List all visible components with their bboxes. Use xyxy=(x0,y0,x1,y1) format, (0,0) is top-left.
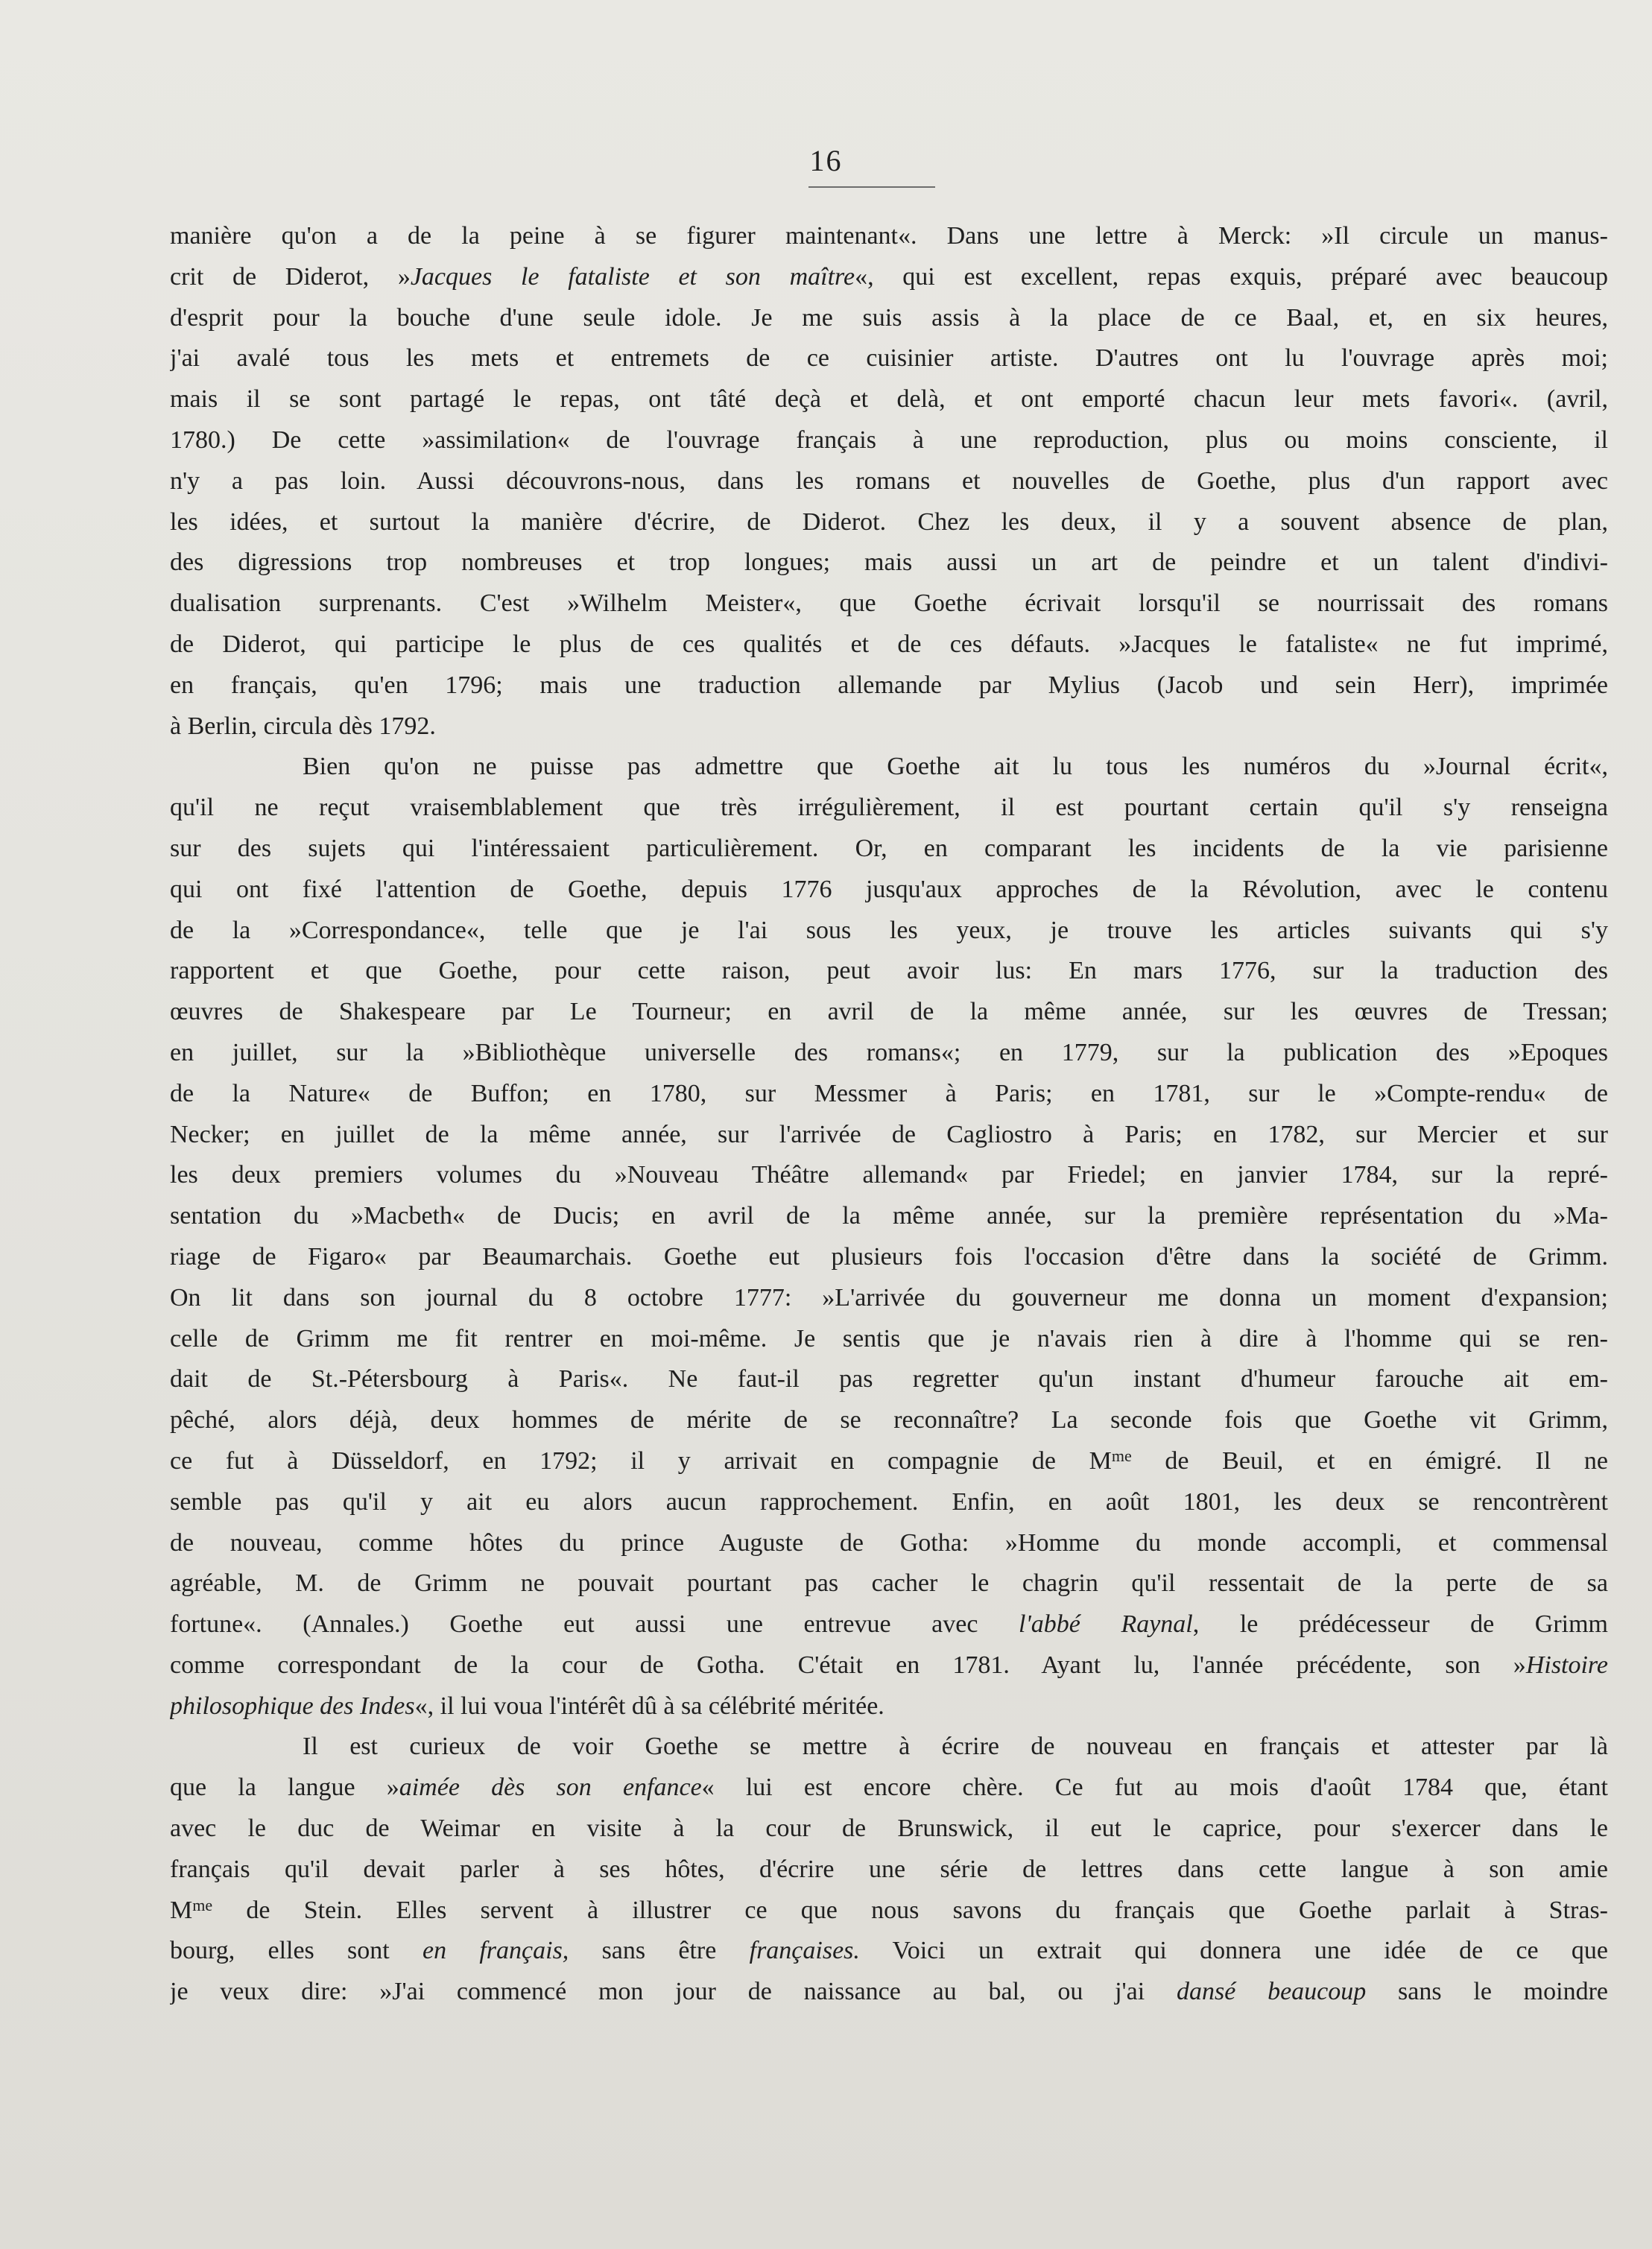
text-line xyxy=(170,543,1608,583)
text-segment: n'y a pas loin. Aussi découvrons-nous, dans les romans et nouvelles de Goethe, plus d'un rapport avec xyxy=(170,466,1608,495)
text-line xyxy=(170,870,1608,911)
text-segment: M xyxy=(170,1896,193,1924)
text-segment: «, qui est excellent, repas exquis, préparé avec beaucoup xyxy=(855,262,1608,291)
text-segment: «, il lui voua l'intérêt dû à sa célébrité méritée. xyxy=(414,1692,884,1720)
italic-text: Jacques le fataliste et son maître xyxy=(410,262,855,291)
text-segment: 1780.) De cette »assimilation« de l'ouvrage français à une reproduction, plus ou moins consciente, il xyxy=(170,426,1608,454)
text-line xyxy=(170,298,1608,339)
text-line xyxy=(170,665,1608,706)
text-segment: sans être xyxy=(569,1937,750,1965)
italic-text: en français, xyxy=(423,1937,569,1965)
italic-text: philosophique des Indes xyxy=(170,1692,415,1720)
text-line xyxy=(170,257,1608,298)
text-segment: « lui est encore chère. Ce fut au mois d'août 1784 que, étant xyxy=(701,1774,1608,1802)
text-line xyxy=(170,1809,1608,1850)
text-segment: dualisation surprenants. C'est »Wilhelm Meister«, que Goethe écrivait lorsqu'il se nourrissait des romans xyxy=(170,589,1608,618)
text-line xyxy=(170,992,1608,1033)
superscript-text: me xyxy=(1111,1446,1132,1465)
italic-text: l'abbé Raynal xyxy=(1019,1610,1193,1639)
text-line xyxy=(170,1482,1608,1523)
text-segment: les idées, et surtout la manière d'écrire, de Diderot. Chez les deux, il y a souvent absence de plan, xyxy=(170,507,1608,536)
text-segment: de nouveau, comme hôtes du prince Auguste de Gotha: »Homme du monde accompli, et commensal xyxy=(170,1528,1608,1557)
text-segment: œuvres de Shakespeare par Le Tourneur; en avril de la même année, sur les œuvres de Tressan; xyxy=(170,998,1608,1026)
text-line xyxy=(170,1563,1608,1604)
text-line xyxy=(170,1727,1608,1768)
text-segment: , le prédécesseur de Grimm xyxy=(1192,1610,1608,1639)
text-segment: rapportent et que Goethe, pour cette raison, peut avoir lus: En mars 1776, sur la traduction des xyxy=(170,957,1608,985)
text-segment: crit de Diderot, » xyxy=(170,262,411,291)
text-segment: de Diderot, qui participe le plus de ces qualités et de ces défauts. »Jacques le fataliste« ne fut imprimé, xyxy=(170,630,1608,658)
text-segment: dait de St.-Pétersbourg à Paris«. Ne faut-il pas regretter qu'un instant d'humeur farouche ait em- xyxy=(170,1365,1608,1394)
text-segment: fortune«. (Annales.) Goethe eut aussi une entrevue avec xyxy=(170,1610,1019,1639)
text-line xyxy=(170,502,1608,543)
text-line xyxy=(170,747,1608,788)
text-segment: mais il se sont partagé le repas, ont tâté deçà et delà, et ont emporté chacun leur mets favori«. (avril, xyxy=(170,385,1608,414)
text-segment: agréable, M. de Grimm ne pouvait pourtant pas cacher le chagrin qu'il ressentait de la perte de sa xyxy=(170,1569,1608,1598)
text-segment: Bien qu'on ne puisse pas admettre que Goethe ait lu tous les numéros du »Journal écrit«, xyxy=(303,753,1608,781)
text-segment: d'esprit pour la bouche d'une seule idole. Je me suis assis à la place de ce Baal, et, en six heures, xyxy=(170,303,1608,332)
text-line xyxy=(170,911,1608,952)
text-segment: sur des sujets qui l'intéressaient particulièrement. Or, en comparant les incidents de la vie parisienne xyxy=(170,834,1608,862)
text-segment: pêché, alors déjà, deux hommes de mérite de se reconnaître? La seconde fois que Goethe vit Grimm, xyxy=(170,1406,1608,1435)
text-line xyxy=(170,1278,1608,1319)
text-segment: à Berlin, circula dès 1792. xyxy=(170,712,436,740)
text-segment: Voici un extrait qui donnera une idée de ce que xyxy=(859,1937,1608,1965)
text-line xyxy=(170,1768,1608,1809)
text-segment: les deux premiers volumes du »Nouveau Théâtre allemand« par Friedel; en janvier 1784, sur la repré- xyxy=(170,1161,1608,1189)
text-line xyxy=(170,1319,1608,1360)
text-line xyxy=(170,1196,1608,1237)
text-line xyxy=(170,951,1608,992)
text-line xyxy=(170,583,1608,624)
text-line xyxy=(170,706,1608,747)
text-line xyxy=(170,420,1608,461)
text-line xyxy=(170,624,1608,665)
italic-text: dansé beaucoup xyxy=(1176,1978,1367,2006)
text-segment: sans le moindre xyxy=(1366,1978,1608,2006)
text-segment: de Beuil, et en émigré. Il ne xyxy=(1131,1446,1608,1475)
text-segment: des digressions trop nombreuses et trop longues; mais aussi un art de peindre et un talent d'indivi- xyxy=(170,548,1608,577)
text-segment: qu'il ne reçut vraisemblablement que très irrégulièrement, il est pourtant certain qu'il s'y renseigna xyxy=(170,794,1608,822)
body-text xyxy=(170,216,1608,2013)
text-segment: semble pas qu'il y ait eu alors aucun rapprochement. Enfin, en août 1801, les deux se rencontrèrent xyxy=(170,1487,1608,1516)
text-segment: de Stein. Elles servent à illustrer ce que nous savons du français que Goethe parlait à Stras- xyxy=(212,1896,1608,1924)
text-line xyxy=(170,1155,1608,1196)
text-segment: sentation du »Macbeth« de Ducis; en avril de la même année, sur la première représentation du »Ma- xyxy=(170,1202,1608,1230)
text-line xyxy=(170,1850,1608,1891)
text-line xyxy=(170,1033,1608,1074)
text-line xyxy=(170,1115,1608,1156)
text-line xyxy=(170,1931,1608,1972)
text-segment: je veux dire: »J'ai commencé mon jour de naissance au bal, ou j'ai xyxy=(170,1978,1177,2006)
italic-text: françaises. xyxy=(749,1937,860,1965)
text-segment: On lit dans son journal du 8 octobre 1777: »L'arrivée du gouverneur me donna un moment d'expansion; xyxy=(170,1283,1608,1312)
text-line xyxy=(170,1604,1608,1645)
text-segment: en français, qu'en 1796; mais une traduction allemande par Mylius (Jacob und sein Herr), imprimée xyxy=(170,671,1608,699)
text-line xyxy=(170,1523,1608,1564)
text-segment: de la »Correspondance«, telle que je l'ai sous les yeux, je trouve les articles suivants qui s'y xyxy=(170,916,1608,944)
text-line xyxy=(170,461,1608,502)
text-line xyxy=(170,1645,1608,1686)
text-segment: comme correspondant de la cour de Gotha. C'était en 1781. Ayant lu, l'année précédente, son » xyxy=(170,1651,1526,1679)
text-segment: j'ai avalé tous les mets et entremets de ce cuisinier artiste. D'autres ont lu l'ouvrage après moi; xyxy=(170,344,1608,373)
text-segment: français qu'il devait parler à ses hôtes, d'écrire une série de lettres dans cette langue à son amie xyxy=(170,1855,1608,1883)
text-line xyxy=(170,1237,1608,1278)
italic-text: aimée dès son enfance xyxy=(399,1774,702,1802)
page-number-rule xyxy=(808,186,935,188)
text-line xyxy=(170,338,1608,379)
text-line xyxy=(170,1359,1608,1400)
italic-text: Histoire xyxy=(1525,1651,1608,1679)
superscript-text: me xyxy=(192,1895,213,1914)
text-segment: qui ont fixé l'attention de Goethe, depuis 1776 jusqu'aux approches de la Révolution, avec le contenu xyxy=(170,875,1608,903)
text-line xyxy=(170,1686,1608,1727)
text-line xyxy=(170,788,1608,829)
text-line xyxy=(170,829,1608,870)
page-number: 16 xyxy=(809,144,843,177)
text-segment: en juillet, sur la »Bibliothèque universelle des romans«; en 1779, sur la publication des »Epoques xyxy=(170,1038,1608,1066)
text-segment: avec le duc de Weimar en visite à la cour de Brunswick, il eut le caprice, pour s'exercer dans le xyxy=(170,1815,1608,1843)
text-line xyxy=(170,1891,1608,1932)
text-line xyxy=(170,379,1608,420)
text-segment: bourg, elles sont xyxy=(170,1937,423,1965)
text-segment: Il est curieux de voir Goethe se mettre à écrire de nouveau en français et attester par là xyxy=(303,1733,1608,1761)
text-segment: manière qu'on a de la peine à se figurer maintenant«. Dans une lettre à Merck: »Il circule un manus- xyxy=(170,222,1608,250)
text-segment: celle de Grimm me fit rentrer en moi-même. Je sentis que je n'avais rien à dire à l'homme qui se ren- xyxy=(170,1324,1608,1353)
text-line xyxy=(170,1074,1608,1115)
text-line xyxy=(170,216,1608,257)
text-line xyxy=(170,1400,1608,1441)
text-segment: riage de Figaro« par Beaumarchais. Goethe eut plusieurs fois l'occasion d'être dans la société de Grimm. xyxy=(170,1242,1608,1271)
text-line xyxy=(170,1972,1608,2013)
text-segment: Necker; en juillet de la même année, sur l'arrivée de Cagliostro à Paris; en 1782, sur Mercier et sur xyxy=(170,1120,1608,1148)
text-segment: de la Nature« de Buffon; en 1780, sur Messmer à Paris; en 1781, sur le »Compte-rendu« de xyxy=(170,1079,1608,1107)
text-segment: que la langue » xyxy=(170,1774,399,1802)
text-line xyxy=(170,1441,1608,1482)
text-segment: ce fut à Düsseldorf, en 1792; il y arrivait en compagnie de M xyxy=(170,1446,1112,1475)
